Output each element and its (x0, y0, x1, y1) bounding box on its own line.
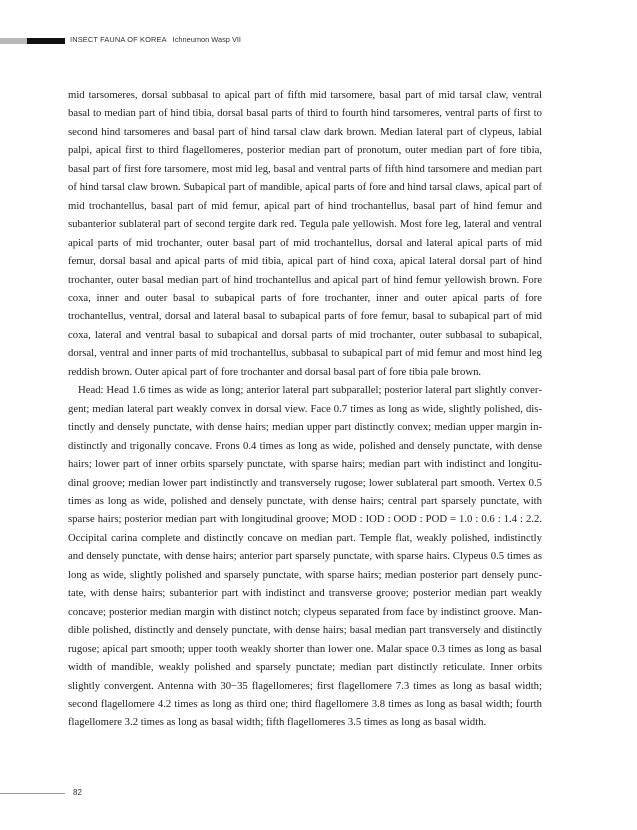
paragraph-coloration: mid tarsomeres, dorsal subbasal to apical part of fifth mid tarsomere, basal part of mid tarsal claw, ventral basal to median part of hind tibia, dorsal basal parts of third to fourth hind tarsomeres, ventral parts of first to second hind tarsomeres and basal part of hind tarsal claw dark brown. Median lateral part of clypeus, labial palpi, apical first to third flagellomeres, posterior median part of pronotum, outer median part of fore tibia, basal part of first fore tarsomere, most mid leg, basal and ventral parts of fifth hind tarsomere and median part of hind tarsal claw brown. Subapical part of mandible, apical parts of fore and hind tarsal claws, apical part of mid trochantellus, basal part of mid femur, apical part of hind trochantellus, basal part of hind femur and subanterior sublateral part of second tergite dark red. Tegula pale yellowish. Most fore leg, lateral and ventral apical parts of mid trochanter, outer basal part of mid trochantellus, dorsal and lateral apical parts of mid femur, dorsal basal and apical parts of mid tibia, apical part of hind coxa, apical lateral dorsal part of hind trochanter, outer basal median part of hind trochantellus and apical part of hind femur yellowish brown. Fore coxa, inner and outer basal to subapical parts of fore trochanter, inner and outer apical parts of fore trochantellus, ventral, dorsal and lateral basal to subapical parts of fore femur, basal to subapical part of mid coxa, lateral and ventral basal to subapical and dorsal parts of mid trochanter, outer subbasal to subapical, dorsal, ventral and inner parts of mid trochantellus, subbasal to subapical part of mid femur and most hind leg reddish brown. Outer apical part of fore trochanter and dorsal basal part of fore tibia pale brown. (68, 89, 542, 378)
running-header (70, 34, 241, 46)
header-accent-bar-gray (0, 38, 27, 44)
header-series-name: INSECT FAUNA OF KOREA (70, 35, 167, 44)
footer-rule (0, 793, 65, 794)
page-number: 82 (73, 788, 82, 797)
header-accent-bar-black (27, 38, 65, 44)
header-volume-title: Ichneumon Wasp VII (172, 35, 241, 44)
body-text (68, 86, 542, 732)
paragraph-head: Head: Head 1.6 times as wide as long; anterior lateral part subparallel; posterior lateral part slightly convergent; median lateral part weakly convex in dorsal view. Face 0.7 times as long as wide, slightly polished, distinctly and densely punctate, with dense hairs; median upper part distinctly convex; median upper margin indistinctly and trigonally concave. Frons 0.4 times as long as wide, polished and densely punctate, with dense hairs; lower part of inner orbits sparsely punctate, with sparse hairs; median part with indistinct and longitudinal groove; median lower part indistinctly and transversely rugose; lower sublateral part smooth. Vertex 0.5 times as long as wide, polished and densely punctate, with dense hairs; central part sparsely punctate, with sparse hairs; posterior median part with longitudinal groove; MOD : IOD : OOD : POD = 1.0 : 0.6 : 1.4 : 2.2. Occipital carina complete and distinctly concave on median part. Temple flat, weakly polished, indistinctly and densely punctate, with dense hairs; anterior part sparsely punctate, with sparse hairs. Clypeus 0.5 times as long as wide, slightly polished and sparsely punctate, with sparse hairs; median posterior part densely punctate, with dense hairs; subanterior part with indistinct and transverse groove; posterior median part weakly concave; posterior median margin with distinct notch; clypeus separated from face by indistinct groove. Mandible polished, distinctly and densely punctate, with dense hairs; basal median part transversely and distinctly rugose; apical part smooth; upper tooth weakly shorter than lower one. Malar space 0.3 times as long as basal width of mandible, weakly polished and sparsely punctate; median part distinctly reticulate. Inner orbits slightly convergent. Antenna with 30−35 flagellomeres; first flagellomere 7.3 times as long as basal width; second flagellomere 4.2 times as long as third one; third flagellomere 3.8 times as long as basal width; fourth flagellomere 3.2 times as long as basal width; fifth flagellomeres 3.5 times as long as basal width. (68, 384, 542, 729)
